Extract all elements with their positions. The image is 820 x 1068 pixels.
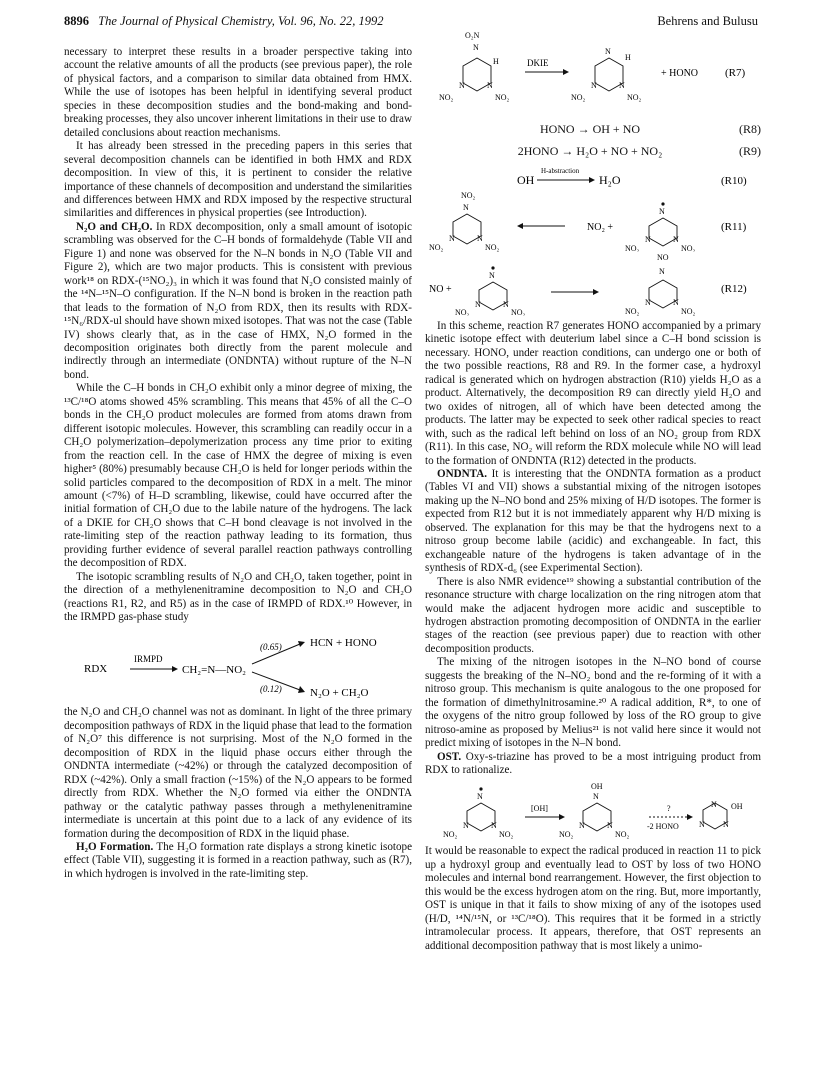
paragraph: It has already been stressed in the preceding papers in this series that several decomposition channels can be identified in both HMX and RDX decomposition. In view of this, it is pertinent to consider the relative importance of these channels of decomposition and understand the similarities and differences between HMX and RDX imposed by the respective structural similarities and differences in physical properties (see Introduction).: [64, 140, 412, 220]
r9-equation: 2HONO → H₂O + NO + NO₂: [517, 144, 663, 158]
paragraph: [64, 841, 412, 881]
ost-loss-label: -2 HONO: [647, 822, 679, 832]
rdx-structure: [429, 191, 500, 252]
label-n: N: [487, 81, 493, 90]
paragraph: In this scheme, reaction R7 generates HONO accompanied by a primary kinetic isotope effect with deuterium label since a C–H bond scission is necessary. HONO, under reaction conditions, can undergo one or both of the two possible reactions, R8 and R9. In the former case, a hydroxyl radical is generated which on hydrogen abstraction (R10) yields H₂O as a product. Alternatively, the decomposition R9 can directly yield H₂O and two oxides of nitrogen, all of which have been detected among the products. The latter may be expected to seek other radical species to react with, such as the radical left behind on loss of an NO₂ group from RDX (R11). In this case, NO₂ will reform the RDX molecule while NO will lead to the formation of ONDNTA (R12) detected in the products.: [425, 320, 761, 467]
r8-equation: HONO → OH + NO: [539, 122, 641, 136]
label-n: N: [711, 800, 717, 810]
scheme-arrow-label: IRMPD: [134, 654, 163, 665]
right-column: [425, 28, 761, 953]
label-n: N: [605, 47, 611, 56]
label-n: N: [593, 792, 599, 802]
label-n: N: [699, 820, 705, 830]
label-o2n: O₂N: [465, 31, 480, 40]
label-n: N: [463, 203, 469, 212]
ondnta-structure: [625, 253, 696, 316]
paragraph-text: Oxy-s-triazine has proved to be a most intriguing product from RDX to rationalize.: [425, 750, 761, 776]
triazine-product-structure: [571, 47, 642, 102]
r7-label: (R7): [725, 67, 746, 79]
ost-arrow1-label: [OH]: [531, 804, 548, 814]
section-heading: OST.: [437, 750, 462, 763]
label-no2: NO₂: [571, 93, 586, 102]
r10-left: OH: [517, 173, 535, 187]
paragraph: The mixing of the nitrogen isotopes in the N–NO bond of course suggests the breaking of the N–NO₂ bond and the re-forming of it with a nitroso group. This mechanism is quite analogous to the one proposed for the formation of dimethylnitrosamine.²⁰ A radical addition, R*, to one of the oxygens of the nitro group followed by loss of the RO group to give nitroso-amine as proposed by Melius²¹ is not valid here since it would not predict mixing of isotopes in the N–N bond.: [425, 656, 761, 750]
label-n: N: [475, 300, 481, 309]
label-no2: NO₂: [455, 308, 470, 316]
label-n: N: [463, 821, 469, 831]
paragraph: There is also NMR evidence¹⁹ showing a substantial contribution of the resonance structure with charge localization on the ring nitrogen atom that would make the adjacent hydrogen more acidic and susceptible to hydrogen abstraction promoting decomposition of ONDNTA in the earlier stages of the reaction (see previous paper) due to reaction with other decomposition products.: [425, 575, 761, 655]
paragraph: necessary to interpret these results in a broader perspective taking into account the relative amounts of all the products (see previous paper), the role of physical factors, and a comparison to similar data obtained from HMX. While the use of isotopes has been helpful in identifying several product species in these decomposition studies and the bond-making and bond-breaking processes, they also uncover inherent limitations in their use to draw detailed conclusions about reaction mechanisms.: [64, 46, 412, 139]
ost-arrow2-label: ?: [667, 804, 671, 814]
label-n: N: [579, 821, 585, 831]
label-n: N: [591, 81, 597, 90]
paragraph: While the C–H bonds in CH₂O exhibit only a minor degree of mixing, the ¹³C/¹⁸O atoms showed 45% scrambling. This means that 45% of all the C–O bonds in the CH₂O product molecules are formed from atoms drawn from different isotopic molecules. However, this scrambling can readily occur in a CH₂O polymerization–depolymerization process any time prior to exiting from the reaction cell. In the case of HMX the degree of mixing is even higher⁵ (80%) presumably because CH₂O is held for longer periods within the solid particles compared to the decomposition of RDX in a melt. The minor amount (<7%) of H–D scrambling, likewise, could have occurred after the initial formation of CH₂O due to the labile nature of the hydrogens. The lack of a DKIE for CH₂O shows that C–H bond cleavage is not involved in the rate-limiting step of the reaction pathway leading to its formation, thus providing further evidence of several parallel reaction pathways controlling the decomposition of RDX.: [64, 382, 412, 570]
irmpd-scheme: [64, 632, 412, 702]
reaction-r11: [425, 190, 761, 252]
label-n: N: [449, 234, 455, 243]
label-no2: NO₂: [681, 244, 696, 252]
r8-label: (R8): [739, 122, 761, 136]
scheme-lower-branch: (0.12): [260, 684, 282, 695]
label-n: N: [659, 267, 665, 276]
section-heading: ONDNTA.: [437, 467, 488, 480]
r11-label: (R11): [721, 221, 747, 233]
label-h: H: [493, 57, 499, 66]
r10-right: H₂O: [599, 173, 621, 187]
label-n: N: [477, 792, 483, 802]
label-no2: NO₂: [559, 830, 574, 840]
label-n: N: [459, 81, 465, 90]
label-no2: NO₂: [627, 93, 642, 102]
label-n: N: [723, 820, 729, 830]
scheme-reactant: RDX: [84, 663, 108, 676]
paragraph: [425, 751, 761, 778]
paragraph: [64, 221, 412, 382]
r10-label: (R10): [721, 175, 747, 187]
label-no2: NO₂: [429, 243, 444, 252]
label-h: H: [625, 53, 631, 62]
left-column: [64, 46, 412, 881]
section-heading: H₂O Formation.: [76, 841, 154, 854]
label-n: N: [607, 821, 613, 831]
rdx-radical-structure: [455, 266, 526, 316]
r12-left: NO +: [429, 284, 452, 295]
label-n: N: [619, 81, 625, 90]
ost-structure: [699, 800, 743, 829]
hydroxy-rdx-structure: [559, 782, 630, 839]
label-no2: NO₂: [495, 93, 510, 102]
label-n: N: [673, 298, 679, 307]
label-no2: NO₂: [625, 244, 640, 252]
r9-label: (R9): [739, 144, 761, 158]
r12-label: (R12): [721, 283, 747, 295]
label-no2: NO₂: [461, 191, 476, 200]
paragraph-text: It is interesting that the ONDNTA formation as a product (Tables VI and VII) shows a substantial mixing of the nitrogen isotopes making up the N–NO bond and 25% mixing of H/D isotopes. The former is expected from R12 but it is not immediately apparent why H/D mixing is observed. The explanation for this may be that the hydrogens next to a nitroso group become labile (acidic) and exchangeable. In fact, this exchangeable nature of the hydrogens is taken advantage of in the synthesis of RDX-d₆ (see Experimental Section).: [425, 467, 761, 575]
paragraph: The isotopic scrambling results of N₂O and CH₂O, taken together, point in the direction of a methylenenitramine decomposition to N₂O and CH₂O (reactions R1, R2, and R5) as in the case of IRMPD of RDX.¹⁰ However, in the IRMPD gas-phase study: [64, 570, 412, 624]
label-n: N: [673, 235, 679, 244]
label-no2: NO₂: [681, 307, 696, 316]
paragraph-text: The H₂O formation rate displays a strong kinetic isotope effect (Table VII), suggesting it is formed in a reaction pathway, such as (R7), in which hydrogen is involved in the rate-limiting step.: [64, 841, 412, 880]
scheme-intermediate: CH₂=N—NO₂: [182, 664, 246, 677]
scheme-lower-products: N₂O + CH₂O: [310, 687, 369, 700]
label-oh: OH: [731, 802, 743, 812]
r10-arrow-label: H-abstraction: [541, 167, 580, 175]
label-n: N: [491, 821, 497, 831]
label-n: N: [473, 43, 479, 52]
label-no2: NO₂: [443, 830, 458, 840]
label-n: N: [645, 298, 651, 307]
r7-arrow-label: DKIE: [527, 58, 549, 68]
label-no2: NO₂: [511, 308, 526, 316]
rdx-radical-structure: [625, 202, 696, 252]
r11-middle: NO₂ +: [587, 222, 614, 233]
label-n: N: [645, 235, 651, 244]
authors: Behrens and Bulusu: [657, 14, 758, 28]
rdx-radical-structure: [439, 31, 510, 102]
label-no2: NO₂: [499, 830, 514, 840]
label-n: N: [477, 234, 483, 243]
label-no2: NO₂: [485, 243, 500, 252]
paragraph: [425, 468, 761, 576]
label-no2: NO₂: [615, 830, 630, 840]
paragraph-text: In RDX decomposition, only a small amount of isotopic scrambling was observed for the C–H bonds of formaldehyde (Table VII and Figure 1) and none was observed for the N–N bonds in N₂O (Table VII and Figure 2), which are two major products. This is consistent with previous work¹⁸ on RDX-(¹⁵NO₂)₃ in which it was found that N₂O consisted mainly of the ¹⁴N–¹⁵N–O configuration. If the N–N bond is broken in the reaction path that leads to the formation of N₂O from RDX, then its results with RDX-¹⁵N₆/RDX-ul should have shown mixed isotopes. That was not the case (Table IV) shows clearly that, as in the case of HMX, N₂O formed in the decomposition originates both directly from the parent molecule and indirectly through an intermediate (ONDNTA) without rupture of the N–N bond.: [64, 220, 412, 381]
page-number: 8896: [64, 14, 89, 28]
section-heading: N₂O and CH₂O.: [76, 220, 153, 233]
journal-citation: The Journal of Physical Chemistry, Vol. 96, No. 22, 1992: [98, 14, 384, 28]
label-no: NO: [657, 253, 669, 262]
label-n: N: [503, 300, 509, 309]
rdx-radical-structure: [443, 788, 514, 840]
scheme-upper-products: HCN + HONO: [310, 637, 377, 650]
scheme-upper-branch: (0.65): [260, 642, 282, 653]
label-no2: NO₂: [625, 307, 640, 316]
label-no2: NO₂: [439, 93, 454, 102]
paragraph: It would be reasonable to expect the radical produced in reaction 11 to pick up a hydroxyl group and eventually lead to OST by loss of two HONO molecules and internal bond rearrangement. However, the first objection to this would be the excess hydrogen atom on the ring. But, more importantly, OST is unique in that it fails to show mixing of any of the isotopes used (H/D, ¹⁴N/¹⁵N, or ¹³C/¹⁸O). This requires that it be formed in a strictly intramolecular process. It appears, therefore, that OST represents an additional decomposition pathway that is most likely a unimo-: [425, 845, 761, 952]
label-n: N: [489, 271, 495, 280]
reaction-r9: [425, 142, 761, 164]
label-oh: OH: [591, 782, 603, 792]
label-n: N: [659, 207, 665, 216]
reaction-r7: [425, 28, 761, 120]
reaction-r10: [425, 164, 761, 190]
ost-scheme: [425, 781, 761, 841]
r7-products: + HONO: [661, 68, 699, 79]
reaction-r8: [425, 120, 761, 142]
paragraph: the N₂O and CH₂O channel was not as dominant. In light of the three primary decomposition pathways of RDX in the liquid phase that lead to the formation of N₂O⁷ this difference is not surprising. Most of the N₂O formed in the decomposition of RDX in the liquid phase occurs either through the ONDNTA intermediate (~42%) or through the catalyzed decomposition of RDX (~42%). Only a small fraction (~15%) of the N₂O appears to be formed directly from RDX. Whether the N₂O formed via either the ONDNTA pathway or the catalytic pathway passes through a methylenenitramine intermediate is uncertain at this point due to a lack of any evidence of its formation during the decomposition of RDX in the liquid phase.: [64, 706, 412, 840]
reaction-r12: [425, 252, 761, 316]
